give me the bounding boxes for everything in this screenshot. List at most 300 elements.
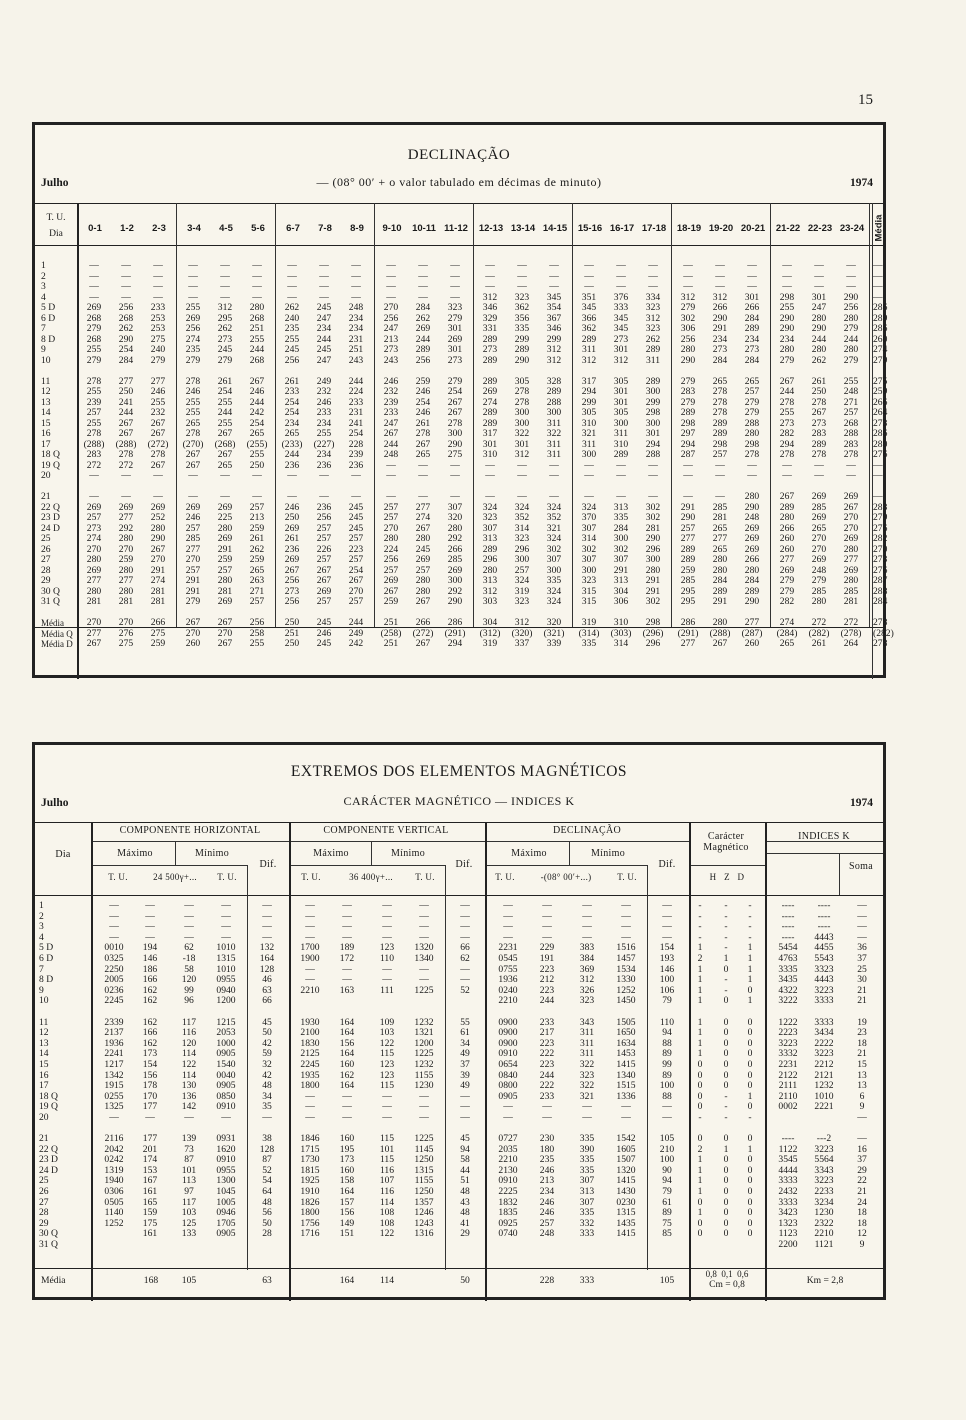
h-max-tu-cell: 2116	[104, 1133, 124, 1145]
declination-cell: 254	[447, 386, 463, 397]
declination-cell: 280	[811, 596, 827, 607]
day-label: 13	[41, 396, 51, 408]
v-dif-cell: —	[460, 1111, 470, 1123]
d-max-value-cell: —	[542, 1111, 552, 1123]
declination-cell: 251	[249, 323, 265, 334]
declination-cell: 272	[843, 617, 859, 628]
declination-cell: 290	[843, 291, 859, 303]
declination-cell: 244	[284, 449, 300, 460]
d-min-tu-cell: 1450	[616, 995, 636, 1007]
declination-cell: —	[683, 459, 693, 471]
declination-cell: 257	[185, 522, 201, 534]
declination-cell: 314	[613, 638, 629, 649]
declination-cell: —	[287, 270, 297, 282]
extremos-year: 1974	[850, 797, 873, 809]
k-index-second-cell: 3234	[814, 1196, 834, 1208]
declination-cell: 255	[217, 417, 233, 429]
k-index-second-cell: 5564	[814, 1154, 834, 1166]
declination-cell: —	[252, 260, 262, 271]
h-min-value-cell: 58	[184, 963, 194, 975]
declination-cell: —	[814, 470, 824, 481]
declination-cell: 244	[415, 333, 431, 345]
declination-cell: 270	[811, 533, 827, 544]
declination-cell: 279	[447, 375, 463, 387]
character-h-cell: 1	[697, 1154, 703, 1166]
declination-cell: 311	[581, 344, 597, 355]
character-h-cell: 0	[697, 1228, 703, 1240]
k-index-second-cell: 2212	[814, 1058, 834, 1070]
declination-cell: —	[89, 260, 99, 271]
v-dif-cell: —	[460, 974, 470, 986]
d-max-value-cell: 233	[539, 1016, 555, 1028]
d-min-tu-cell: 1320	[616, 1164, 636, 1176]
h-dif-cell: 54	[262, 1175, 272, 1187]
declination-cell: 279	[86, 323, 102, 334]
hour-value-column	[507, 261, 537, 650]
declination-cell: 323	[514, 596, 530, 607]
h-min-tu-cell: 0940	[216, 984, 236, 996]
declination-cell: 312	[645, 312, 661, 324]
declination-cell: 246	[383, 375, 399, 387]
character-d-cell: 1	[747, 974, 753, 986]
v-max-tu-cell	[291, 1007, 329, 1018]
declination-cell: 310	[482, 449, 498, 460]
declination-cell: 285	[811, 585, 827, 597]
declination-cell: 292	[447, 533, 463, 544]
declination-cell: 279	[86, 354, 102, 366]
declination-cell: 250	[284, 617, 300, 628]
declination-cell: 279	[779, 575, 795, 586]
declination-cell: —	[351, 470, 361, 481]
character-z-cell: -	[724, 910, 728, 922]
d-max-tu-cell: 2225	[498, 1186, 518, 1198]
character-z-cell: 0	[723, 1186, 729, 1198]
day-label: 23 D	[41, 512, 60, 523]
v-dif-cell: 52	[460, 984, 470, 996]
column-separator	[175, 841, 176, 865]
declination-cell: 284	[712, 575, 728, 586]
hour-value-column	[737, 261, 767, 650]
h-max-value-cell	[135, 1007, 165, 1018]
h-dif-cell: —	[262, 921, 272, 933]
k-index-first-cell: 2432	[778, 1186, 798, 1198]
declination-cell: 257	[185, 564, 201, 576]
d-min-tu-cell: 1415	[616, 1058, 636, 1070]
d-max-tu-cell: 0905	[498, 1090, 518, 1102]
media-km: Km = 2,8	[806, 1275, 844, 1286]
declination-cell: (282)	[808, 627, 830, 639]
declination-cell: 256	[843, 302, 859, 313]
declination-cell: 312	[514, 449, 530, 460]
declination-cell: —	[351, 260, 361, 271]
d-max-tu-cell: —	[503, 910, 513, 922]
k-sum-cell: 21	[857, 984, 867, 996]
character-h-cell: 2	[697, 952, 703, 964]
k-index-second-cell: 2222	[814, 1037, 834, 1049]
declination-cell: 301	[645, 428, 661, 439]
h-max-value-cell: 173	[142, 1048, 158, 1060]
d-min-value-cell: 323	[579, 1069, 595, 1081]
declination-cell: 269	[744, 533, 760, 544]
media-character-values: 0,8 0,1 0,6	[705, 1269, 749, 1279]
media-cell: 286	[873, 302, 888, 313]
declination-cell: 267	[86, 638, 102, 649]
d-dif-cell: 89	[662, 1207, 672, 1219]
declination-cell: —	[153, 260, 163, 271]
v-min-tu-cell: 1357	[414, 1196, 434, 1208]
h-min-tu-cell: 1010	[216, 942, 236, 954]
d-dif-cell: —	[662, 1111, 672, 1123]
declination-cell: 269	[843, 533, 859, 544]
d-min-tu-cell: 0230	[616, 1196, 636, 1208]
declination-cell: 235	[185, 344, 201, 355]
declination-cell: 245	[316, 638, 332, 649]
day-label: 21	[41, 491, 51, 502]
v-max-value-cell: 160	[339, 1133, 355, 1145]
declination-cell: 278	[150, 449, 166, 460]
character-h-cell: 0	[697, 1101, 703, 1113]
v-max-tu-cell: 2210	[300, 984, 320, 996]
d-min-value-cell: —	[582, 1111, 592, 1123]
declination-cell: 275	[150, 627, 166, 639]
declination-cell: 289	[645, 344, 661, 355]
h-max-tu-cell: 1319	[104, 1164, 124, 1176]
v-max-value-cell: 151	[339, 1228, 355, 1240]
declination-cell: 251	[284, 627, 300, 639]
declination-cell: 299	[581, 396, 597, 408]
k-index-second-cell: 2233	[814, 1186, 834, 1198]
v-dif-cell: —	[460, 931, 470, 943]
hour-value-column	[772, 261, 802, 650]
d-min-tu-cell: 1315	[616, 1207, 636, 1219]
declination-cell: 257	[249, 596, 265, 607]
declination-cell: 366	[581, 312, 597, 324]
declination-cell: 269	[744, 522, 760, 534]
hour-value-column	[539, 261, 569, 650]
declination-cell: 280	[482, 564, 498, 576]
d-max-tu-cell: 0925	[498, 1217, 518, 1229]
h-max-tu-cell: 1915	[104, 1080, 124, 1092]
declination-cell: 285	[843, 585, 859, 597]
declination-cell: 257	[217, 564, 233, 576]
k-index-first-cell: 1222	[778, 1016, 798, 1028]
h-dif-cell: —	[262, 931, 272, 943]
k-index-second-cell: 1010	[814, 1090, 834, 1102]
v-max-value-cell	[331, 996, 363, 1007]
media-d-min: 333	[579, 1275, 595, 1286]
declination-cell: —	[584, 260, 594, 271]
v-min-tu-cell: 1225	[414, 1133, 434, 1145]
hour-value-column	[242, 261, 272, 650]
declination-cell: 302	[645, 501, 661, 513]
d-max-value-cell: —	[542, 900, 552, 911]
d-min-tu-cell: 1534	[616, 963, 636, 975]
declination-cell: 248	[811, 564, 827, 576]
declination-cell: 253	[150, 312, 166, 324]
declination-cell: 274	[482, 396, 498, 408]
declination-cell: (291)	[444, 627, 466, 639]
declination-cell: —	[89, 281, 99, 292]
declination-cell: —	[616, 270, 626, 282]
d-max-value-cell: 223	[539, 1058, 555, 1070]
d-min-tu-cell: 1516	[616, 942, 636, 954]
declination-cell: 246	[150, 386, 166, 397]
h-max-tu-cell: 2042	[104, 1143, 124, 1155]
declination-cell: —	[386, 459, 396, 471]
declination-cell: 267	[185, 449, 201, 460]
d-max-value-cell: 222	[539, 1048, 555, 1060]
d-max-value-cell: 246	[539, 1196, 555, 1208]
declination-cell: —	[220, 260, 230, 271]
declination-cell: 250	[284, 512, 300, 523]
character-h-cell: 0	[697, 1069, 703, 1081]
d-dif-cell: 146	[659, 963, 675, 975]
declination-cell: 367	[546, 312, 562, 324]
v-max-value-cell: —	[342, 974, 352, 986]
declination-cell: —	[648, 459, 658, 471]
declination-cell: 333	[613, 302, 629, 313]
declination-cell: 298	[779, 291, 795, 303]
declination-cell: 289	[514, 344, 530, 355]
d-max-value-cell: 244	[539, 1069, 555, 1081]
declination-cell: 289	[712, 417, 728, 429]
hour-column-header: 18-19	[676, 223, 702, 234]
v-dif-header: Dif.	[455, 859, 473, 870]
h_min_tu-column	[207, 901, 245, 1240]
k-index-first-cell: ----	[781, 921, 795, 933]
declination-cell: 267	[348, 575, 364, 586]
v-min-tu-cell: 1232	[414, 1058, 434, 1070]
declination-cell: —	[188, 491, 198, 502]
declination-cell: 234	[316, 323, 332, 334]
day-label	[39, 1007, 81, 1018]
h-dif-cell: 59	[262, 1048, 272, 1060]
h-min-value-cell: 101	[181, 1164, 197, 1176]
day-label: 1	[39, 900, 44, 911]
declination-cell: 277	[86, 575, 102, 586]
declination-cell: 280	[249, 302, 265, 313]
character-d-cell: 0	[747, 1016, 753, 1028]
declination-cell: —	[319, 470, 329, 481]
h-max-value-cell: 166	[142, 1027, 158, 1039]
declination-cell: 277	[744, 617, 760, 628]
declination-cell: 269	[811, 491, 827, 502]
declination-cell: 313	[613, 575, 629, 586]
d-min-value-cell: 335	[579, 1154, 595, 1166]
v-max-tu-cell: —	[305, 921, 315, 933]
declination-cell: 254	[284, 396, 300, 408]
day-label: 18 Q	[39, 1090, 58, 1102]
h-min-tu-cell: —	[221, 910, 231, 922]
character-h-cell: 0	[697, 1217, 703, 1229]
declination-cell: 278	[185, 428, 201, 439]
declination-cell: 362	[514, 302, 530, 313]
declination-cell: —	[747, 270, 757, 282]
h-min-tu-cell: 1300	[216, 1175, 236, 1187]
v-min-value-cell: 114	[379, 1196, 395, 1208]
character-d-cell: 1	[747, 1143, 753, 1155]
h-min-value-cell: 103	[181, 1207, 197, 1219]
declination-cell: 267	[150, 417, 166, 429]
h-min-value-cell: 142	[181, 1101, 197, 1113]
media-cell: 278	[873, 638, 888, 649]
declination-cell: 289	[482, 375, 498, 387]
day-label: 30 Q	[39, 1228, 58, 1240]
h-min-tu-cell: 0910	[216, 1101, 236, 1113]
declination-cell: 236	[284, 543, 300, 555]
v-dif-cell: 34	[460, 1037, 470, 1049]
declination-cell: 269	[217, 596, 233, 607]
declination-cell: 255	[185, 407, 201, 418]
declination-cell: 277	[779, 554, 795, 565]
day-label: 4	[39, 931, 44, 943]
declination-cell: 280	[843, 312, 859, 324]
declination-cell: 305	[581, 407, 597, 418]
declination-cell	[277, 366, 307, 377]
h-min-tu-cell: 0905	[216, 1048, 236, 1060]
character-h-cell: 1	[697, 1016, 703, 1028]
day-label: 18 Q	[41, 449, 60, 460]
v-min-tu-cell: 1232	[414, 1016, 434, 1028]
declinacao-year: 1974	[850, 177, 873, 189]
declination-cell: —	[517, 270, 527, 282]
v-dif-cell: 39	[460, 1069, 470, 1081]
declination-cell: 291	[185, 585, 201, 597]
character-h-cell: 1	[697, 974, 703, 986]
v-max-value-cell: 157	[339, 1196, 355, 1208]
day-label: 22 Q	[39, 1143, 58, 1155]
declination-cell: 303	[482, 596, 498, 607]
declination-cell: —	[715, 470, 725, 481]
declination-cell: 255	[185, 396, 201, 408]
h-min-tu-cell: —	[221, 931, 231, 943]
declination-cell: 284	[415, 302, 431, 313]
d-min-value-cell: 322	[579, 1080, 595, 1092]
character-z-cell: 0	[723, 963, 729, 975]
declination-cell: 294	[680, 438, 696, 450]
declination-cell: 269	[744, 543, 760, 555]
k-index-first-cell: ----	[781, 931, 795, 943]
media-cell: 286	[873, 428, 888, 439]
declination-cell: —	[220, 270, 230, 282]
character-h-cell: 1	[697, 984, 703, 996]
column-separator	[689, 822, 691, 1301]
day-label: 22 Q	[41, 501, 60, 513]
declination-cell: 245	[348, 501, 364, 513]
declination-cell: 289	[680, 554, 696, 565]
declination-cell: 298	[744, 438, 760, 450]
character-z-cell: 0	[723, 1175, 729, 1187]
declination-cell: 260	[779, 533, 795, 544]
k-sum-cell: 37	[857, 952, 867, 964]
declination-cell: 290	[118, 333, 134, 345]
hour-column-header: 22-23	[807, 223, 833, 234]
declination-cell: —	[648, 281, 658, 292]
declination-cell: 224	[383, 543, 399, 555]
declination-cell: 256	[383, 554, 399, 565]
h-min-tu-cell: 0931	[216, 1133, 236, 1145]
k-sum-cell: —	[857, 900, 867, 911]
d-dif-cell: 100	[659, 1154, 675, 1166]
declination-cell: —	[351, 281, 361, 292]
declination-cell: 255	[249, 638, 265, 649]
declination-cell: —	[814, 260, 824, 271]
declination-cell: 280	[217, 575, 233, 586]
declination-cell: 312	[546, 344, 562, 355]
v-min-value-cell: 108	[379, 1207, 395, 1219]
character-z-cell: 1	[723, 952, 729, 964]
day-label: 8 D	[41, 333, 56, 345]
d-dif-cell	[649, 1007, 685, 1018]
declination-cell: 236	[348, 459, 364, 471]
declination-cell: —	[747, 459, 757, 471]
character-d-cell: 0	[747, 1101, 753, 1113]
declination-cell: 244	[348, 375, 364, 387]
d-min-value-cell: —	[582, 1101, 592, 1113]
declination-cell: 247	[383, 417, 399, 429]
declination-cell: 300	[447, 575, 463, 586]
declination-cell: 280	[150, 522, 166, 534]
hour-column-header: 23-24	[839, 223, 865, 234]
declination-cell: 289	[680, 407, 696, 418]
declination-cell: 245	[284, 344, 300, 355]
k-sum-cell: 22	[857, 1175, 867, 1187]
declination-cell: 352	[514, 512, 530, 523]
declination-cell: 269	[811, 554, 827, 565]
k-index-second-cell: 3223	[814, 1048, 834, 1060]
day-label: 13	[39, 1037, 49, 1049]
v-tu-min: T. U.	[415, 872, 435, 882]
declination-cell: 285	[447, 554, 463, 565]
declination-cell: 301	[744, 291, 760, 303]
declination-cell: 339	[546, 638, 562, 649]
declination-cell: 320	[546, 617, 562, 628]
declination-cell: 274	[150, 575, 166, 586]
declination-cell: 269	[447, 333, 463, 345]
hour-value-column	[210, 261, 240, 650]
declination-cell: 257	[383, 501, 399, 513]
h-max-value-cell: 162	[142, 1037, 158, 1049]
declination-cell: 314	[581, 533, 597, 544]
h-min-value-cell	[173, 1007, 205, 1018]
declination-cell: 268	[843, 417, 859, 429]
declination-cell: (258)	[380, 627, 402, 639]
declination-cell: 269	[843, 491, 859, 502]
v-base: 36 400γ+...	[349, 872, 393, 882]
declination-cell: (284)	[776, 627, 798, 639]
v-max-value-cell: 160	[339, 1164, 355, 1176]
declination-cell: 264	[843, 638, 859, 649]
character-z-cell: -	[724, 1090, 728, 1102]
declination-cell: —	[121, 291, 131, 303]
declination-cell: 236	[316, 501, 332, 513]
declination-cell: 233	[348, 396, 364, 408]
declination-cell: 289	[680, 543, 696, 555]
declination-cell: —	[188, 260, 198, 271]
h-min-tu-cell: 0910	[216, 1154, 236, 1166]
character-h-cell: 0	[697, 1080, 703, 1092]
declination-cell: 294	[447, 638, 463, 649]
k-index-second-cell: 3223	[814, 1175, 834, 1187]
declination-cell: 261	[249, 533, 265, 544]
character-d-cell: -	[748, 1111, 752, 1123]
declination-cell: 300	[613, 417, 629, 429]
d-base: -(08° 00′+...)	[540, 872, 592, 882]
v-dif-cell: 51	[460, 1175, 470, 1187]
declination-cell: 315	[581, 596, 597, 607]
hour-value-column	[277, 261, 307, 650]
declination-cell: 267	[415, 522, 431, 534]
